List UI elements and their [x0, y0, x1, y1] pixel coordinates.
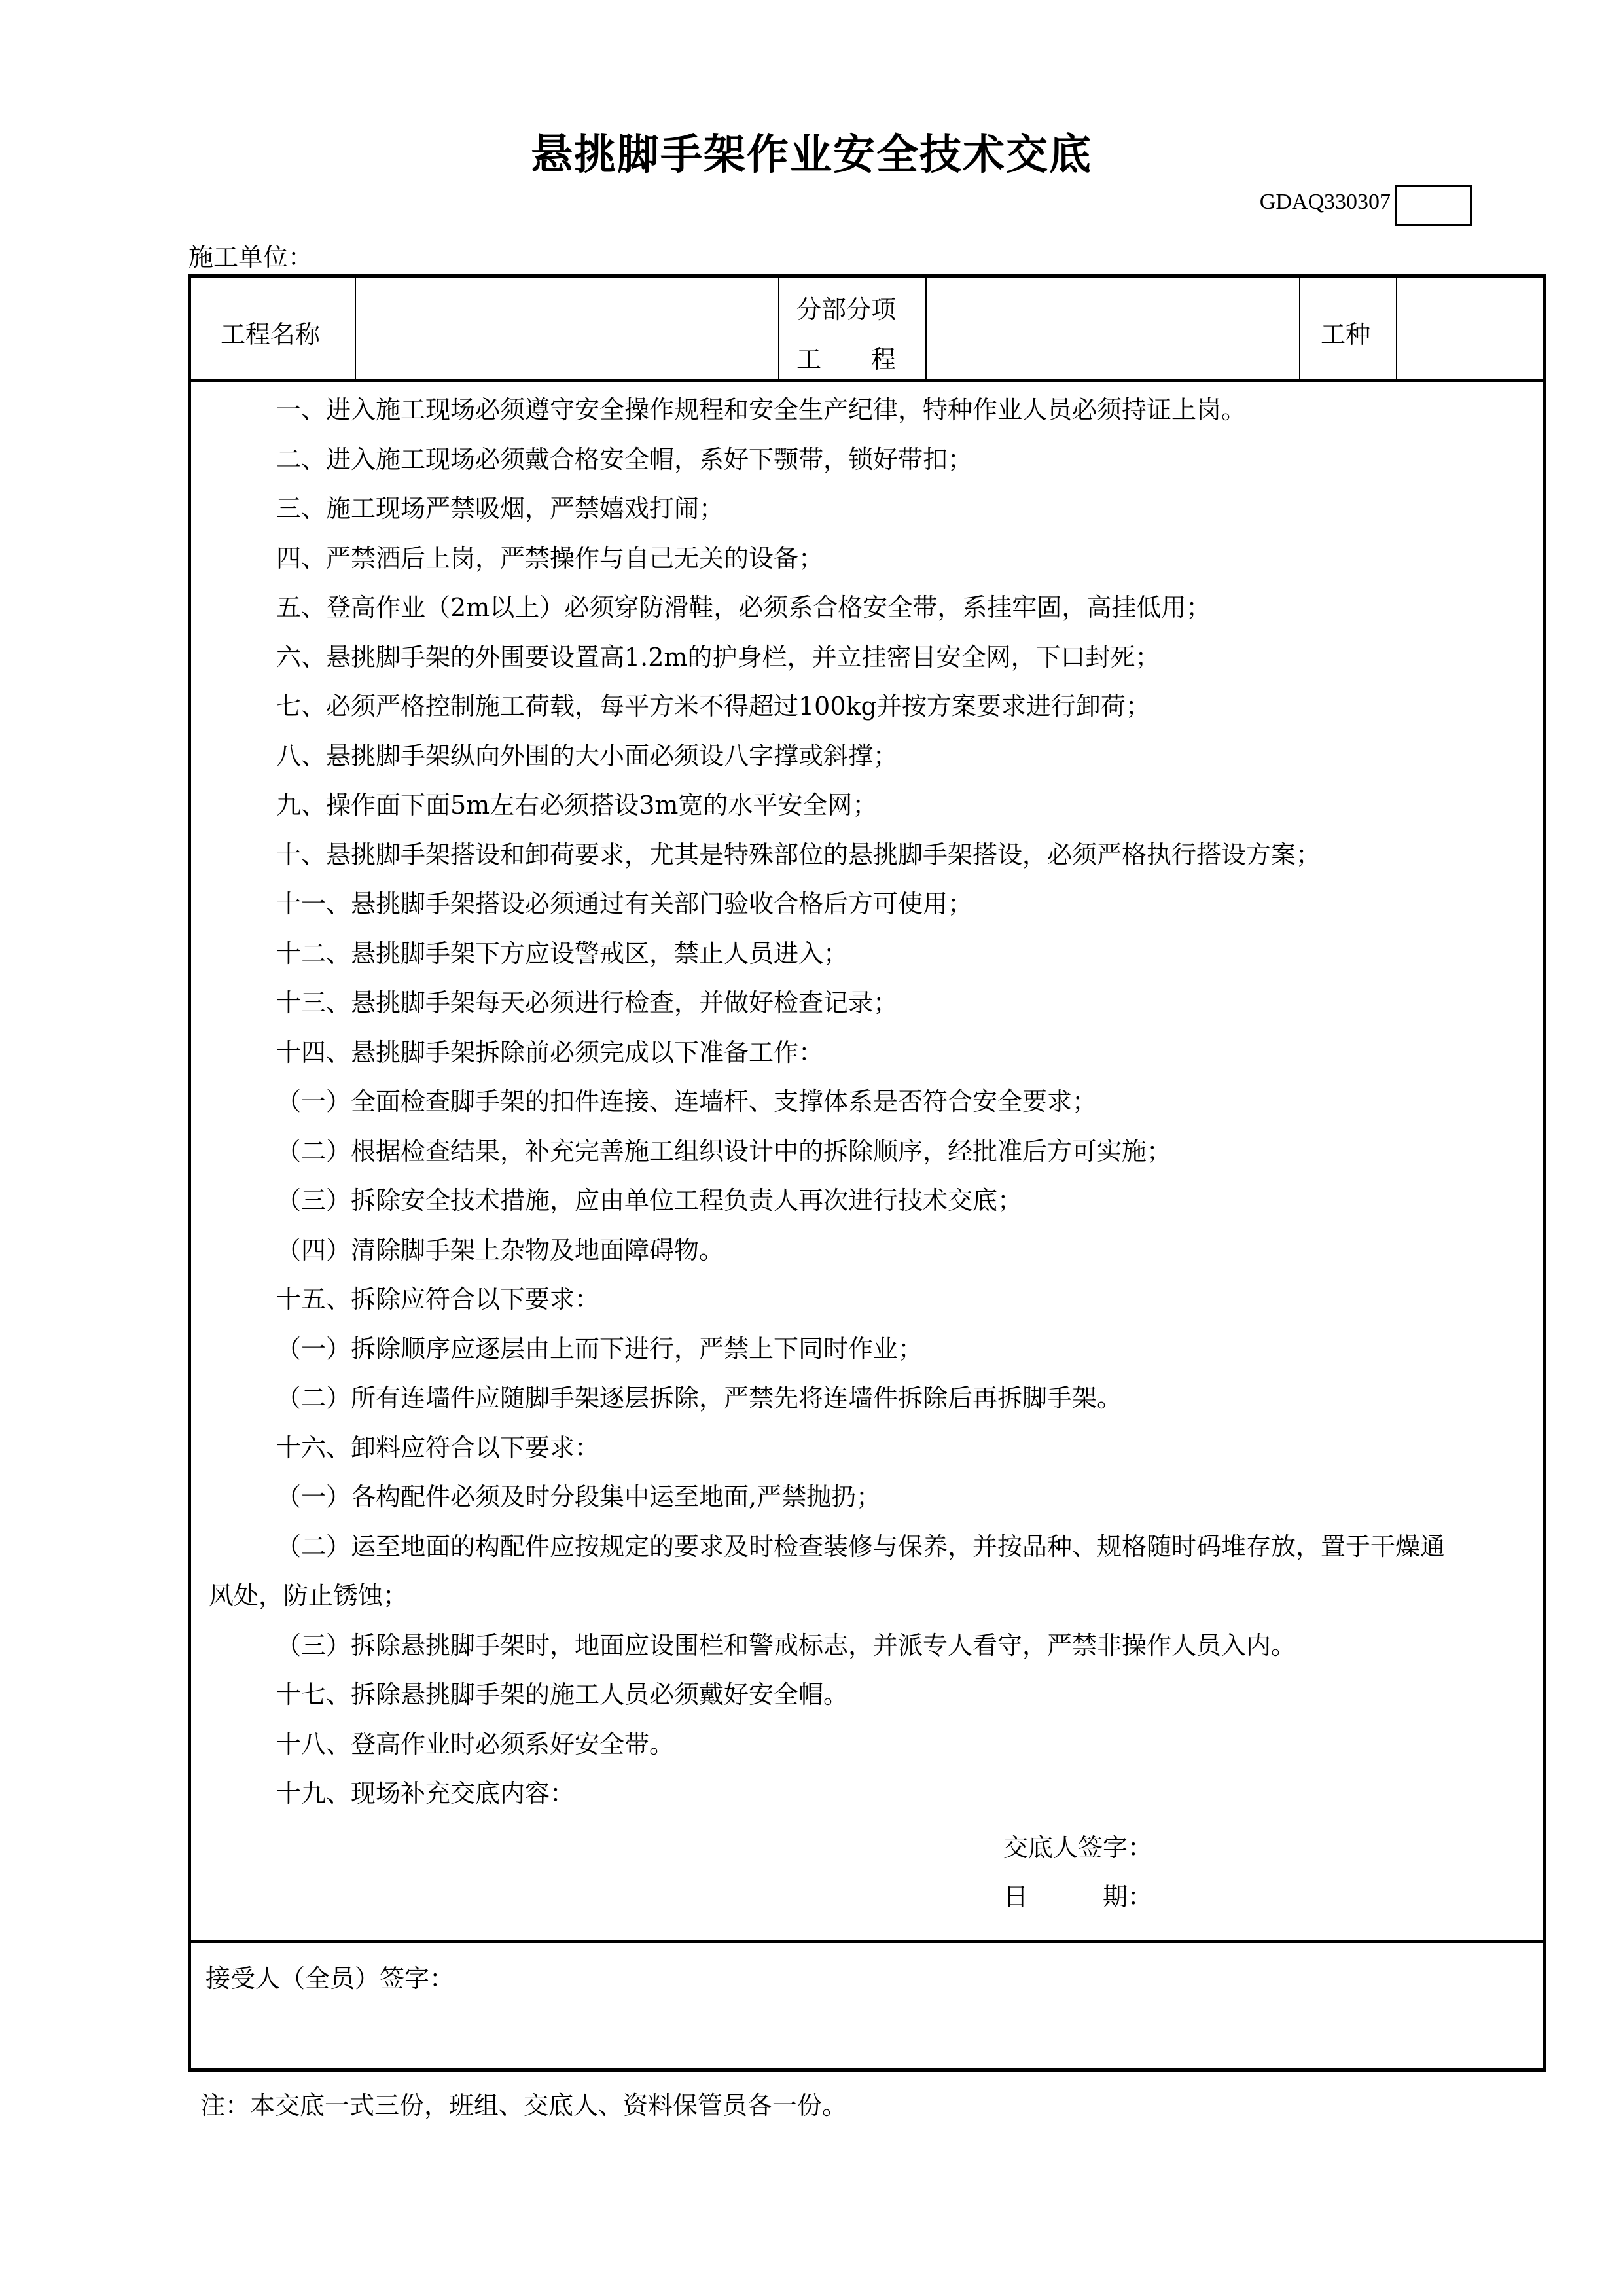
list-item: 十四、悬挑脚手架拆除前必须完成以下准备工作： — [276, 1037, 824, 1067]
list-item: 十五、拆除应符合以下要求： — [276, 1285, 600, 1314]
form-code-box[interactable] — [1395, 185, 1472, 226]
project-name-field[interactable] — [356, 278, 777, 379]
list-item: 三、施工现场严禁吸烟，严禁嬉戏打闹； — [276, 494, 724, 523]
list-item-continuation: 风处，防止锈蚀； — [209, 1581, 408, 1610]
project-name-label: 工程名称 — [221, 320, 321, 349]
list-item: 十八、登高作业时必须系好安全带。 — [276, 1729, 675, 1759]
sub-project-label-line2: 工 程 — [796, 345, 897, 374]
list-item: 七、必须严格控制施工荷载，每平方米不得超过100kg并按方案要求进行卸荷； — [276, 692, 1150, 721]
sub-project-field[interactable] — [927, 278, 1298, 379]
list-item: 四、严禁酒后上岗，严禁操作与自己无关的设备； — [276, 543, 824, 573]
list-item: 十六、卸料应符合以下要求： — [276, 1433, 600, 1462]
list-item: （一）全面检查脚手架的扣件连接、连墙杆、支撑体系是否符合安全要求； — [276, 1087, 1097, 1116]
list-item: （三）拆除安全技术措施，应由单位工程负责人再次进行技术交底； — [276, 1186, 1023, 1215]
list-item: （二）所有连墙件应随脚手架逐层拆除，严禁先将连墙件拆除后再拆脚手架。 — [276, 1384, 1122, 1412]
list-item: （三）拆除悬挑脚手架时，地面应设围栏和警戒标志，并派专人看守，严禁非操作人员入内。 — [276, 1630, 1296, 1660]
list-item: （四）清除脚手架上杂物及地面障碍物。 — [276, 1235, 724, 1265]
list-item: 一、进入施工现场必须遵守安全操作规程和安全生产纪律，特种作业人员必须持证上岗。 — [276, 395, 1247, 424]
sub-project-label-line1: 分部分项 — [796, 295, 897, 324]
construction-unit-label: 施工单位： — [188, 243, 313, 272]
document-title: 悬挑脚手架作业安全技术交底 — [531, 131, 1092, 179]
list-item: 十七、拆除悬挑脚手架的施工人员必须戴好安全帽。 — [276, 1680, 849, 1709]
trade-label: 工种 — [1321, 320, 1371, 349]
list-item: 十二、悬挑脚手架下方应设警戒区，禁止人员进入； — [276, 939, 849, 968]
form-code: GDAQ330307 — [1259, 190, 1391, 214]
discloser-signature-label: 交底人签字： — [1003, 1833, 1153, 1862]
recipients-signature-area[interactable] — [191, 1943, 1543, 2064]
list-item: 十一、悬挑脚手架搭设必须通过有关部门验收合格后方可使用； — [276, 889, 973, 918]
disclosure-content — [191, 386, 1543, 1819]
list-item: 六、悬挑脚手架的外围要设置高1.2m的护身栏，并立挂密目安全网，下口封死； — [276, 642, 1160, 672]
disclosure-table — [188, 274, 1546, 2072]
list-item: （一）各构配件必须及时分段集中运至地面,严禁抛扔； — [276, 1482, 882, 1511]
date-label: 日 期： — [1003, 1882, 1153, 1911]
divider — [191, 379, 1543, 382]
list-item: 二、进入施工现场必须戴合格安全帽，系好下颚带，锁好带扣； — [276, 444, 973, 474]
list-item: 十三、悬挑脚手架每天必须进行检查，并做好检查记录； — [276, 988, 899, 1017]
list-item: （一）拆除顺序应逐层由上而下进行，严禁上下同时作业； — [276, 1334, 923, 1363]
list-item: 十九、现场补充交底内容： — [276, 1779, 575, 1808]
list-item: 九、操作面下面5m左右必须搭设3m宽的水平安全网； — [276, 791, 878, 819]
list-item: 五、登高作业（2m以上）必须穿防滑鞋，必须系合格安全带，系挂牢固，高挂低用； — [276, 593, 1211, 622]
footnote: 注：本交底一式三份，班组、交底人、资料保管员各一份。 — [200, 2091, 847, 2120]
list-item: （二）运至地面的构配件应按规定的要求及时检查装修与保养，并按品种、规格随时码堆存放，置于干燥通 — [276, 1532, 1446, 1561]
list-item: 八、悬挑脚手架纵向外围的大小面必须设八字撑或斜撑； — [276, 741, 899, 770]
recipients-signature-label: 接受人（全员）签字： — [205, 1964, 455, 1993]
divider — [1299, 278, 1300, 380]
list-item: 十、悬挑脚手架搭设和卸荷要求，尤其是特殊部位的悬挑脚手架搭设，必须严格执行搭设方案； — [276, 840, 1321, 869]
trade-field[interactable] — [1397, 278, 1543, 379]
divider — [778, 278, 779, 380]
list-item: （二）根据检查结果，补充完善施工组织设计中的拆除顺序，经批准后方可实施； — [276, 1136, 1172, 1166]
